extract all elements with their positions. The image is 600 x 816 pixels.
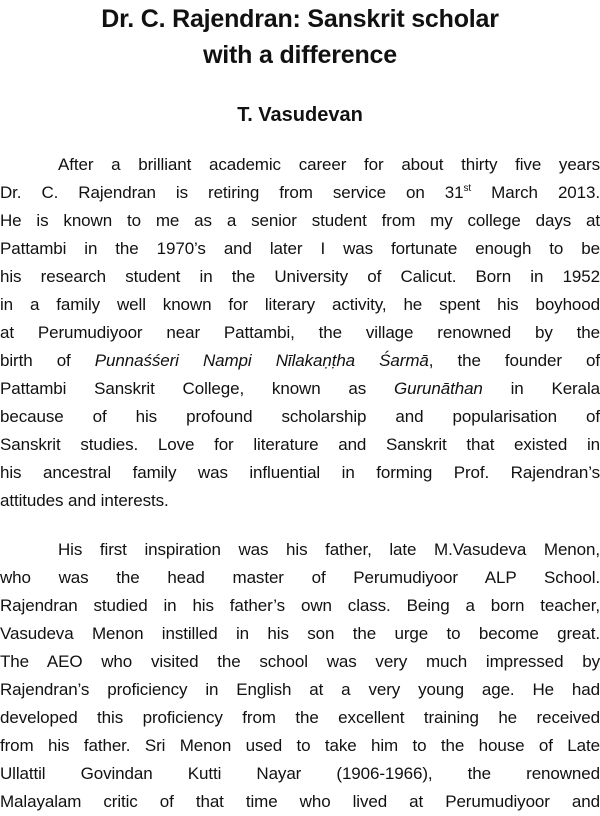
italic-name-gurunathan: Gurunāthan — [393, 379, 483, 398]
paragraph-1-line-1: After a brilliant academic career for about thirty five years — [58, 155, 600, 174]
paragraph-2-line-4: Vasudeva Menon instilled in his son the urge to become great. — [0, 624, 600, 643]
paragraph-1-line-2-end: March 2013. — [471, 183, 600, 202]
paragraph-2-line-7: developed this proficiency from the excellent training he received — [0, 708, 600, 727]
paragraph-2-line-6: Rajendran’s proficiency in English at a very young age. He had — [0, 680, 600, 699]
paragraph-1-line-8-text: birth of — [0, 351, 95, 370]
paragraph-1-line-2-text: Dr. C. Rajendran is retiring from service on 31 — [0, 183, 464, 202]
italic-name-sarma: Punnaśśeri Nampi Nīlakaṇṭha Śarmā — [94, 351, 429, 370]
paragraph-1-line-7: at Perumudiyoor near Pattambi, the village renowned by the — [0, 323, 600, 342]
paragraph-1-line-3: He is known to me as a senior student from my college days at — [0, 211, 600, 230]
article-title-line-1: Dr. C. Rajendran: Sanskrit scholar — [101, 5, 499, 33]
paragraph-1-line-2 — [0, 179, 600, 207]
paragraph-1-line-8-end: , the founder of — [428, 351, 600, 370]
paragraph-1-line-13: attitudes and interests. — [0, 491, 169, 510]
ordinal-suffix: st — [463, 183, 472, 194]
paragraph-2-line-10: Malayalam critic of that time who lived at Perumudiyoor and — [0, 792, 600, 811]
paragraph-1-line-6: in a family well known for literary activity, he spent his boyhood — [0, 295, 600, 314]
author-name: T. Vasudevan — [237, 104, 363, 126]
paragraph-1-line-9-text: Pattambi Sanskrit College, known as — [0, 379, 394, 398]
paragraph-2-line-8: from his father. Sri Menon used to take him to the house of Late — [0, 736, 600, 755]
paragraph-1-line-5: his research student in the University of Calicut. Born in 1952 — [0, 267, 600, 286]
paragraph-1-line-4: Pattambi in the 1970’s and later I was fortunate enough to be — [0, 239, 600, 258]
paragraph-1-line-8 — [0, 347, 600, 375]
paragraph-2-line-9: Ullattil Govindan Kutti Nayar (1906-1966), the renowned — [0, 764, 600, 783]
paragraph-1-line-10: because of his profound scholarship and popularisation of — [0, 407, 600, 426]
paragraph-2-line-3: Rajendran studied in his father’s own class. Being a born teacher, — [0, 596, 600, 615]
paragraph-1-line-9-end: in Kerala — [482, 379, 600, 398]
paragraph-1-line-11: Sanskrit studies. Love for literature and Sanskrit that existed in — [0, 435, 600, 454]
paragraph-1-line-9 — [0, 375, 600, 403]
paragraph-2-line-5: The AEO who visited the school was very much impressed by — [0, 652, 600, 671]
paragraph-2-line-2: who was the head master of Perumudiyoor ALP School. — [0, 568, 600, 587]
article-title-line-2: with a difference — [203, 41, 397, 69]
paragraph-1-line-12: his ancestral family was influential in forming Prof. Rajendran’s — [0, 463, 600, 482]
paragraph-2-line-1: His first inspiration was his father, late M.Vasudeva Menon, — [58, 540, 600, 559]
